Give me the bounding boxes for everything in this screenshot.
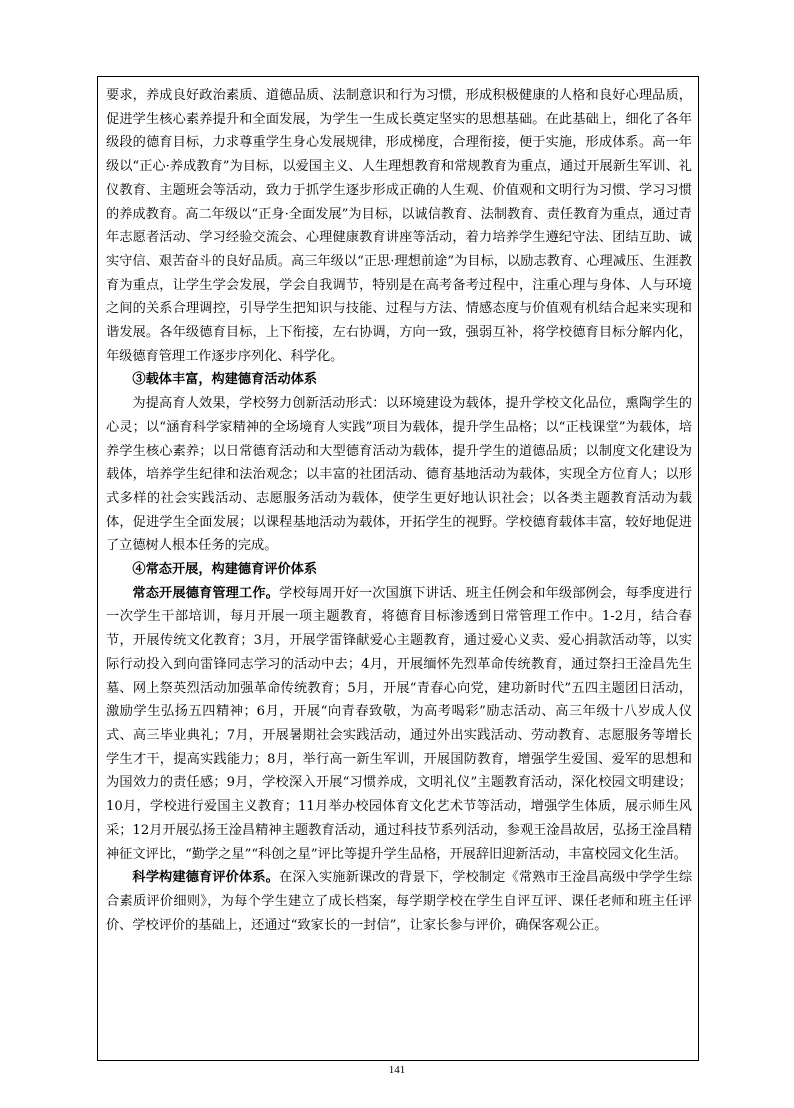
paragraph-lead-evaluation: 科学构建德育评价体系。 (132, 870, 279, 886)
paragraph-text-evaluation: 在深入实施新课改的背景下，学校制定《常熟市王淦昌高级中学学生综合素质评价细则》，为每个学生建立了成长档案，每学期学校在学生自评互评、课任老师和班主任评价、学校评价的基础上，还通过“致家长的一封信”，让家长参与评价，确保客观公正。 (106, 870, 693, 933)
paragraph-text-routine: 学校每周开好一次国旗下讲话、班主任例会和年级部例会，每季度进行一次学生干部培训，每月开展一项主题教育，将德育目标渗透到日常管理工作中。1-2月，结合春节，开展传统文化教育；3月，开展学雷锋献爱心主题教育，通过爱心义卖、爱心捐款活动等，以实际行动投入到向雷锋同志学习的活动中去；4月，开展缅怀先烈革命传统教育，通过祭扫王淦昌先生墓、网上祭英烈活动加强革命传统教育；5月，开展“青春心向党，建功新时代”五四主题团日活动，激励学生弘扬五四精神；6月，开展“向青春致敬，为高考喝彩”励志活动、高三年级十八岁成人仪式、高三毕业典礼；7月，开展暑期社会实践活动，通过外出实践活动、劳动教育、志愿服务等增长学生才干，提高实践能力；8月，举行高一新生军训，开展国防教育，增强学生爱国、爱军的思想和为国效力的责任感；9月，学校深入开展“习惯养成，文明礼仪”主题教育活动，深化校园文明建设；10月，学校进行爱国主义教育；11月举办校园体育文化艺术节等活动，增强学生体质，展示师生风采；12月开展弘扬王淦昌精神主题教育活动，通过科技节系列活动，参观王淦昌故居，弘扬王淦昌精神征文评比，“勤学之星”“科创之星”评比等提升学生品格，开展辞旧迎新活动，丰富校园文化生活。 (106, 585, 693, 862)
paragraph-evaluation (106, 866, 692, 937)
section-heading-activity-system: ③载体丰富，构建德育活动体系 (132, 372, 318, 388)
paragraph-grade-goals: 要求，养成良好政治素质、道德品质、法制意识和行为习惯，形成积极健康的人格和良好心理品质，促进学生核心素养提升和全面发展，为学生一生成长奠定坚实的思想基础。在此基础上，细化了各年级段的德育目标，力求尊重学生身心发展规律，形成梯度，合理衔接，便于实施，形成体系。高一年级以“正心·养成教育”为目标，以爱国主义、人生理想教育和常规教育为重点，通过开展新生军训、礼仪教育、主题班会等活动，致力于抓学生逐步形成正确的人生观、价值观和文明行为习惯、学习习惯的养成教育。高二年级以“正身·全面发展”为目标，以诚信教育、法制教育、责任教育为重点，通过青年志愿者活动、学习经验交流会、心理健康教育讲座等活动，着力培养学生遵纪守法、团结互助、诚实守信、艰苦奋斗的良好品质。高三年级以“正思·理想前途”为目标，以励志教育、心理减压、生涯教育为重点，让学生学会发展，学会自我调节，特别是在高考备考过程中，注重心理与身体、人与环境之间的关系合理调控，引导学生把知识与技能、过程与方法、情感态度与价值观有机结合起来实现和谐发展。各年级德育目标，上下衔接，左右协调，方向一致，强弱互补，将学校德育目标分解内化，年级德育管理工作逐步序列化、科学化。 (106, 88, 692, 364)
document-frame (97, 76, 699, 1061)
paragraph-activity-carriers: 为提高育人效果，学校努力创新活动形式：以环境建设为载体，提升学校文化品位，熏陶学生的心灵；以“涵育科学家精神的全场境育人实践”项目为载体，提升学生品格；以“正栈课堂”为载体，培养学生核心素养；以日常德育活动和大型德育活动为载体，提升学生的道德品质；以制度文化建设为载体，培养学生纪律和法治观念；以丰富的社团活动、德育基地活动为载体，实现全方位育人；以形式多样的社会实践活动、志愿服务活动为载体，使学生更好地认识社会；以各类主题教育活动为载体，促进学生全面发展；以课程基地活动为载体，开拓学生的视野。学校德育载体丰富，较好地促进了立德树人根本任务的完成。 (106, 396, 692, 554)
paragraph-lead-routine: 常态开展德育管理工作。 (132, 585, 279, 601)
section-heading-evaluation-system: ④常态开展，构建德育评价体系 (132, 562, 318, 578)
page-number: 141 (388, 1064, 406, 1076)
paragraph-routine-management (106, 582, 692, 866)
document-body (106, 84, 692, 937)
